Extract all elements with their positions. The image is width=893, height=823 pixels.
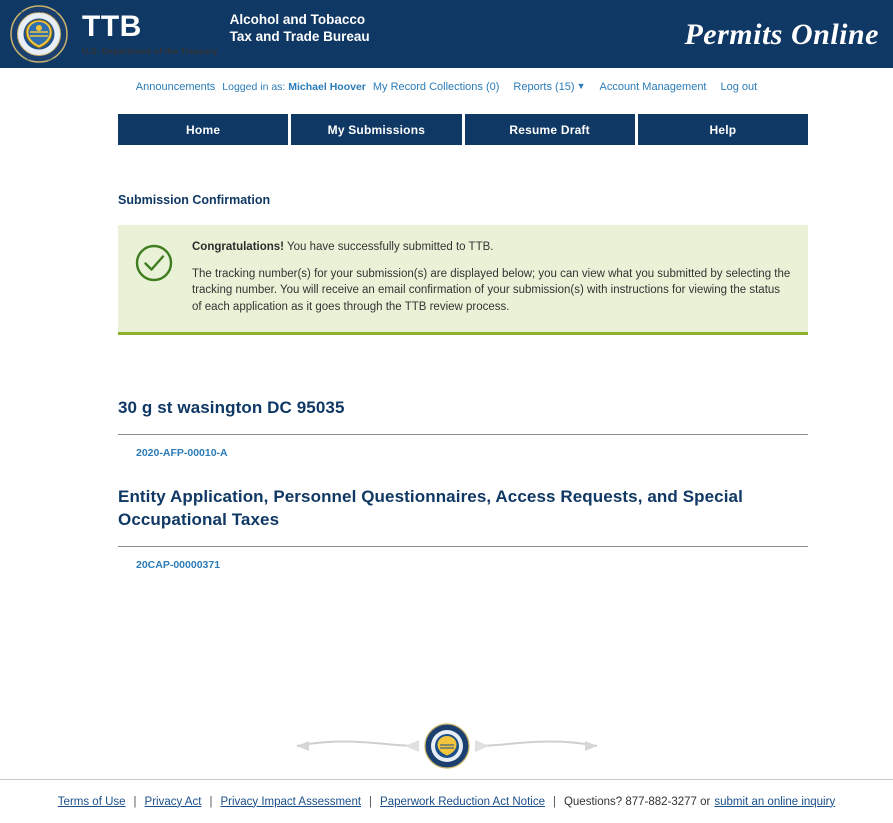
alert-lead-bold: Congratulations! [192,241,284,253]
tracking-number-link[interactable]: 20CAP-00000371 [136,558,221,571]
tracking-number[interactable] [118,559,238,572]
agency-line-2: Tax and Trade Bureau [229,28,370,44]
utility-nav [0,68,893,100]
record-title: 30 g st wasington DC 95035 [118,397,345,417]
record-title: Entity Application, Personnel Questionnaires, Access Requests, and Special Occupational Taxes [118,486,743,529]
tab-home[interactable]: Home [118,114,288,145]
ttb-seal-small-icon [287,716,607,772]
footer-separator: | [133,795,137,808]
footer-link-privacy-impact-assessment[interactable]: Privacy Impact Assessment [220,795,362,808]
svg-text:ALCOHOL AND TOBACCO: ALCOHOL AND TOBACCO [20,10,58,15]
app-title: Permits Online [684,18,879,51]
nav-reports[interactable] [506,81,592,93]
tracking-number-link[interactable]: 2020-AFP-00010-A [136,446,228,459]
logo-abbr: TTB [82,10,142,43]
nav-announcements[interactable]: Announcements [135,81,216,93]
footer-links [0,779,893,823]
ttb-seal-icon [10,5,68,63]
success-alert [118,225,808,335]
logged-in-status [222,81,366,93]
divider [118,546,808,547]
page-title: Submission Confirmation [118,193,271,207]
logged-in-label: Logged in as: [222,81,286,93]
check-circle-icon [134,239,186,316]
tab-help[interactable]: Help [638,114,808,145]
nav-account-management[interactable]: Account Management [599,81,707,93]
brand-lockup [82,12,370,56]
nav-log-out[interactable]: Log out [720,81,758,93]
caret-down-icon: ▼ [576,81,586,91]
tracking-number[interactable] [118,447,238,460]
footer-separator: | [209,795,213,808]
svg-text:TAX AND TRADE BUREAU: TAX AND TRADE BUREAU [19,57,59,62]
main-content [118,193,808,572]
alert-detail: The tracking number(s) for your submission(s) are displayed below; you can view what you submitted by selecting the tracking number. You will receive an email confirmation of your submission(s) with instructions for viewing the status of each application as it goes through the TTB review process. [192,267,791,314]
footer-ornament [0,709,893,779]
department-line: U.S. Department of the Treasury [82,46,218,56]
footer-link-online-inquiry[interactable]: submit an online inquiry [714,795,836,808]
agency-line-1: Alcohol and Tobacco [229,12,366,27]
alert-lead-rest: You have successfully submitted to TTB. [284,241,494,253]
main-tab-bar [118,114,808,145]
footer-link-paperwork-reduction-act-notice[interactable]: Paperwork Reduction Act Notice [380,795,545,808]
record-block [118,397,808,460]
tab-my-submissions[interactable]: My Submissions [291,114,461,145]
site-masthead [0,0,893,68]
record-block [118,486,808,572]
nav-my-record-collections[interactable]: My Record Collections (0) [372,81,500,93]
logged-in-user: Michael Hoover [288,81,366,93]
site-footer [0,709,893,823]
tab-resume-draft[interactable]: Resume Draft [465,114,635,145]
footer-separator: | [552,795,556,808]
footer-link-privacy-act[interactable]: Privacy Act [144,795,202,808]
footer-separator: | [369,795,373,808]
alert-lead [192,239,792,256]
footer-link-terms-of-use[interactable]: Terms of Use [57,795,126,808]
success-alert-body [186,239,792,316]
nav-reports-label: Reports (15) [513,81,575,93]
divider [118,434,808,435]
footer-questions-text: Questions? 877-882-3277 or [563,795,711,808]
